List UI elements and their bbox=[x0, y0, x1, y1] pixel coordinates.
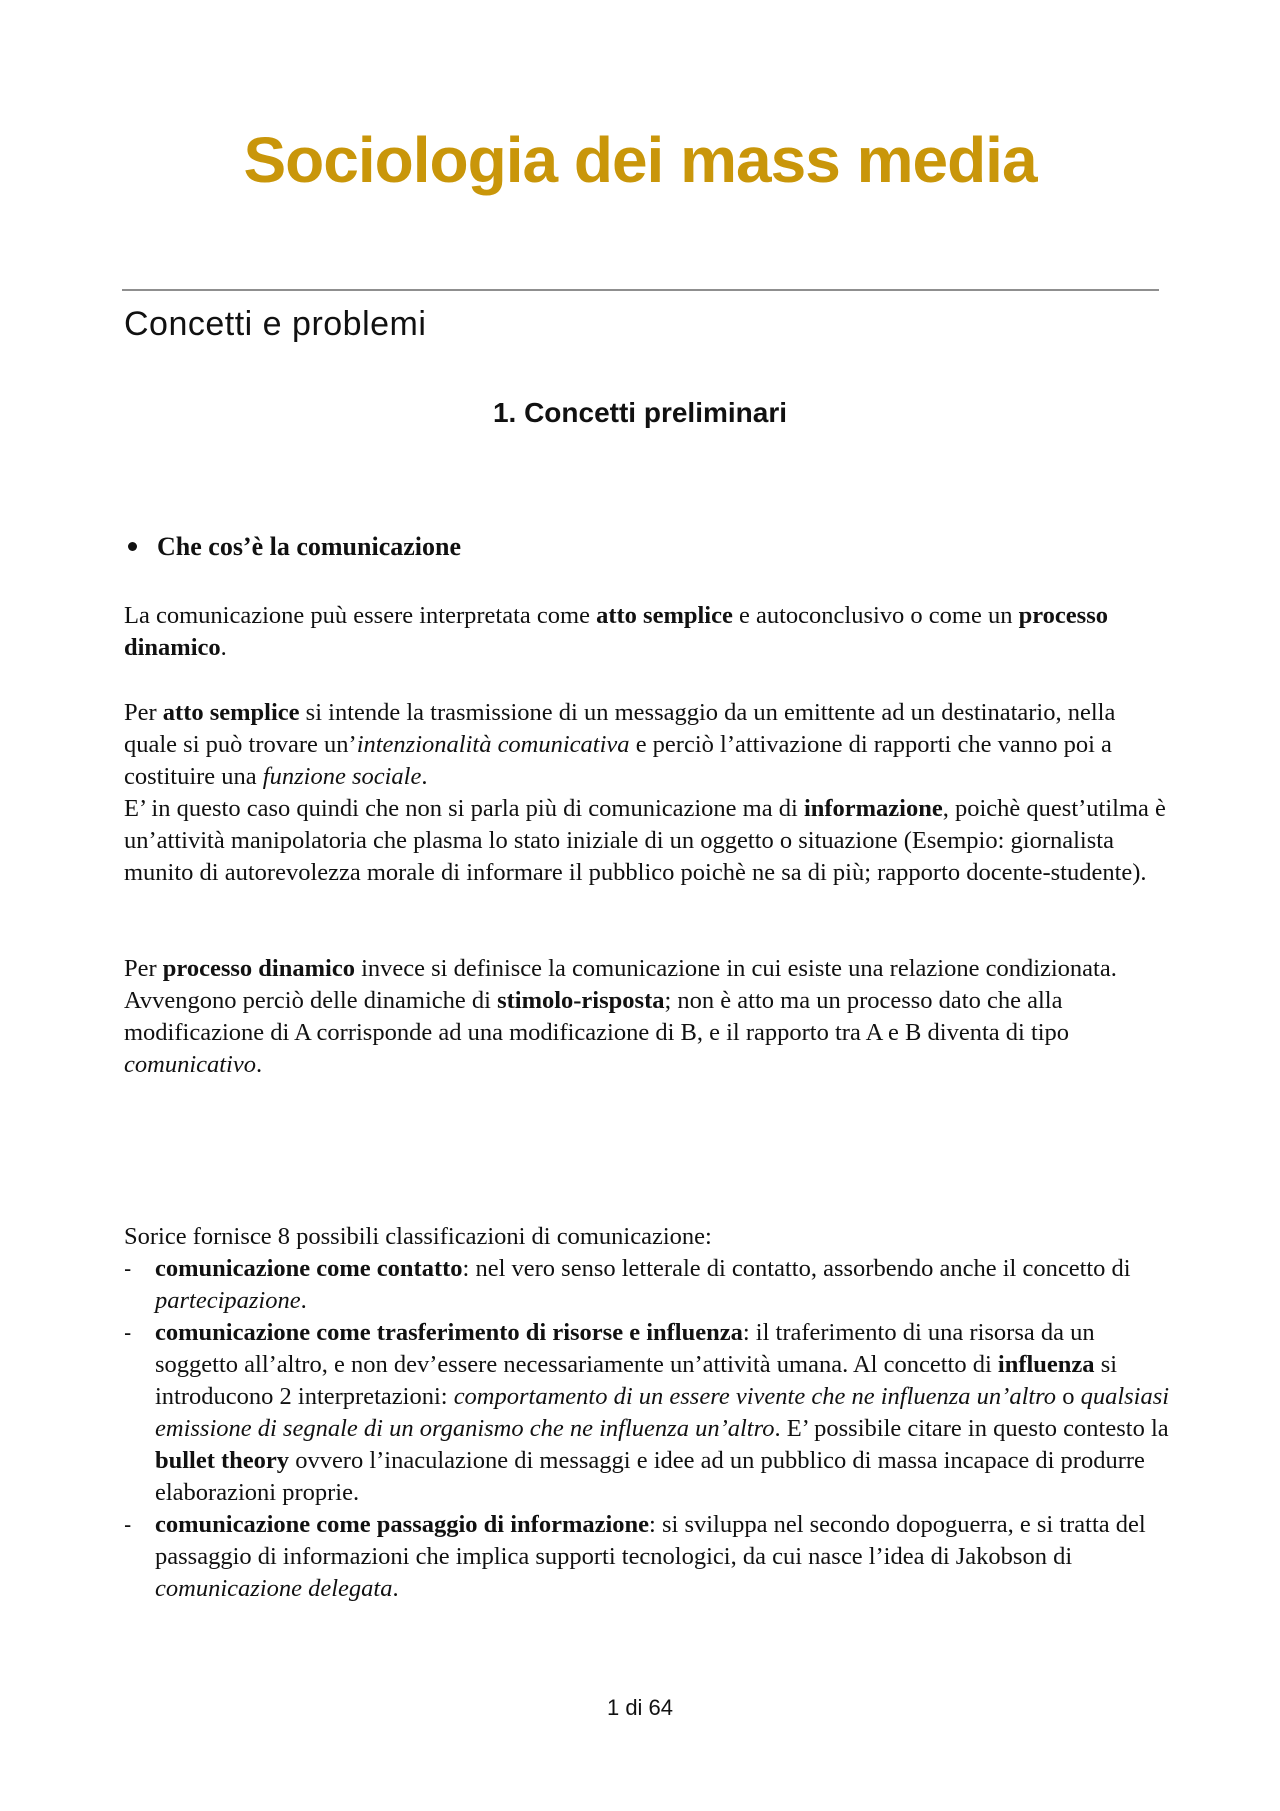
text-run: : il traferimento di una risorsa da un soggetto all’altro, e non dev’essere necessariamente un’attività umana. Al concetto di bbox=[155, 1319, 1095, 1378]
italic-term: partecipazione bbox=[155, 1287, 301, 1314]
text-run: Per bbox=[124, 699, 163, 726]
text-run: , poichè quest’utilma è un’attività manipolatoria che plasma lo stato iniziale di un oggetto o situazione (Esempio: giornalista munito di autorevolezza morale di informare il pubblico poichè ne sa di più; rapporto docente-studente). bbox=[124, 795, 1166, 886]
bold-term: processo dinamico bbox=[124, 602, 1108, 661]
bold-term: processo dinamico bbox=[162, 955, 355, 982]
text-run: . bbox=[256, 1051, 263, 1078]
text-run: o bbox=[1056, 1383, 1081, 1410]
text-run: Per bbox=[124, 955, 163, 982]
text-run: si intende la trasmissione di un messaggio da un emittente ad un destinatario, nella quale si può trovare un’ bbox=[124, 699, 1116, 758]
italic-term: comunicazione delegata bbox=[155, 1575, 393, 1602]
bold-term: atto semplice bbox=[596, 602, 733, 629]
text-run: : si sviluppa nel secondo dopoguerra, e si tratta del passaggio di informazioni che implica supporti tecnologici, da cui nasce l’idea di Jakobson di bbox=[155, 1511, 1146, 1570]
list-item bbox=[124, 1253, 1174, 1317]
text-run: . bbox=[421, 763, 428, 790]
italic-term: comportamento di un essere vivente che ne influenza un’altro bbox=[453, 1383, 1057, 1410]
bold-term: stimolo-risposta bbox=[497, 987, 665, 1014]
bold-term: comunicazione come passaggio di informazione bbox=[155, 1511, 650, 1538]
text-run: e autoconclusivo o come un bbox=[732, 602, 1019, 629]
paragraph-processo-dinamico bbox=[124, 953, 1174, 1081]
text-run: E’ in questo caso quindi che non si parla più di comunicazione ma di bbox=[124, 795, 804, 822]
document-title: Sociologia dei mass media bbox=[243, 124, 1037, 196]
paragraph-atto-semplice bbox=[124, 697, 1174, 889]
bold-term: comunicazione come trasferimento di risorse e influenza bbox=[155, 1319, 743, 1346]
italic-term: intenzionalità comunicativa bbox=[356, 731, 630, 758]
text-run: . bbox=[392, 1575, 399, 1602]
text-run: invece si definisce la comunicazione in cui esiste una relazione condizionata. bbox=[354, 955, 1117, 982]
text-run: Avvengono perciò delle dinamiche di bbox=[124, 987, 498, 1014]
italic-term: comunicativo bbox=[124, 1051, 256, 1078]
dash-icon: - bbox=[124, 1256, 132, 1281]
text-run: : nel vero senso letterale di contatto, assorbendo anche il concetto di bbox=[462, 1255, 1131, 1282]
text-run: . bbox=[220, 634, 227, 661]
page-number: 1 di 64 bbox=[606, 1695, 674, 1720]
document-subtitle: Concetti e problemi bbox=[124, 305, 427, 343]
text-run: La comunicazione puù essere interpretata come bbox=[124, 602, 597, 629]
italic-term: qualsiasi emissione di segnale di un organismo che ne influenza un’altro bbox=[155, 1383, 1170, 1442]
bold-term: informazione bbox=[803, 795, 943, 822]
list-item bbox=[124, 1509, 1174, 1605]
dash-icon: - bbox=[124, 1320, 132, 1345]
text-run: . E’ possibile citare in questo contesto la bbox=[774, 1415, 1169, 1442]
text-run: ; non è atto ma un processo dato che alla modificazione di A corrisponde ad una modificazione di B, e il rapporto tra A e B diventa di tipo bbox=[124, 987, 1070, 1046]
paragraph-sorice: Sorice fornisce 8 possibili classificazioni di comunicazione: bbox=[124, 1223, 712, 1250]
dash-icon: - bbox=[124, 1512, 132, 1537]
text-run: si introducono 2 interpretazioni: bbox=[155, 1351, 1118, 1410]
italic-term: funzione sociale bbox=[262, 763, 422, 790]
paragraph-intro bbox=[124, 600, 1174, 664]
bullet-icon bbox=[128, 542, 137, 551]
bold-term: influenza bbox=[997, 1351, 1095, 1378]
text-run: . bbox=[300, 1287, 307, 1314]
bullet-heading-text: Che cos’è la comunicazione bbox=[157, 532, 462, 561]
bold-term: bullet theory bbox=[155, 1447, 290, 1474]
text-run: e perciò l’attivazione di rapporti che vanno poi a costituire una bbox=[124, 731, 1112, 790]
title-divider bbox=[122, 289, 1159, 291]
bold-term: comunicazione come contatto bbox=[155, 1255, 463, 1282]
list-item bbox=[124, 1317, 1174, 1509]
bold-term: atto semplice bbox=[162, 699, 300, 726]
bullet-heading bbox=[124, 531, 461, 562]
text-run: ovvero l’inaculazione di messaggi e idee ad un pubblico di massa incapace di produrre elaborazioni proprie. bbox=[155, 1447, 1145, 1506]
classification-list bbox=[124, 1253, 1174, 1605]
section-heading: 1. Concetti preliminari bbox=[492, 397, 788, 428]
